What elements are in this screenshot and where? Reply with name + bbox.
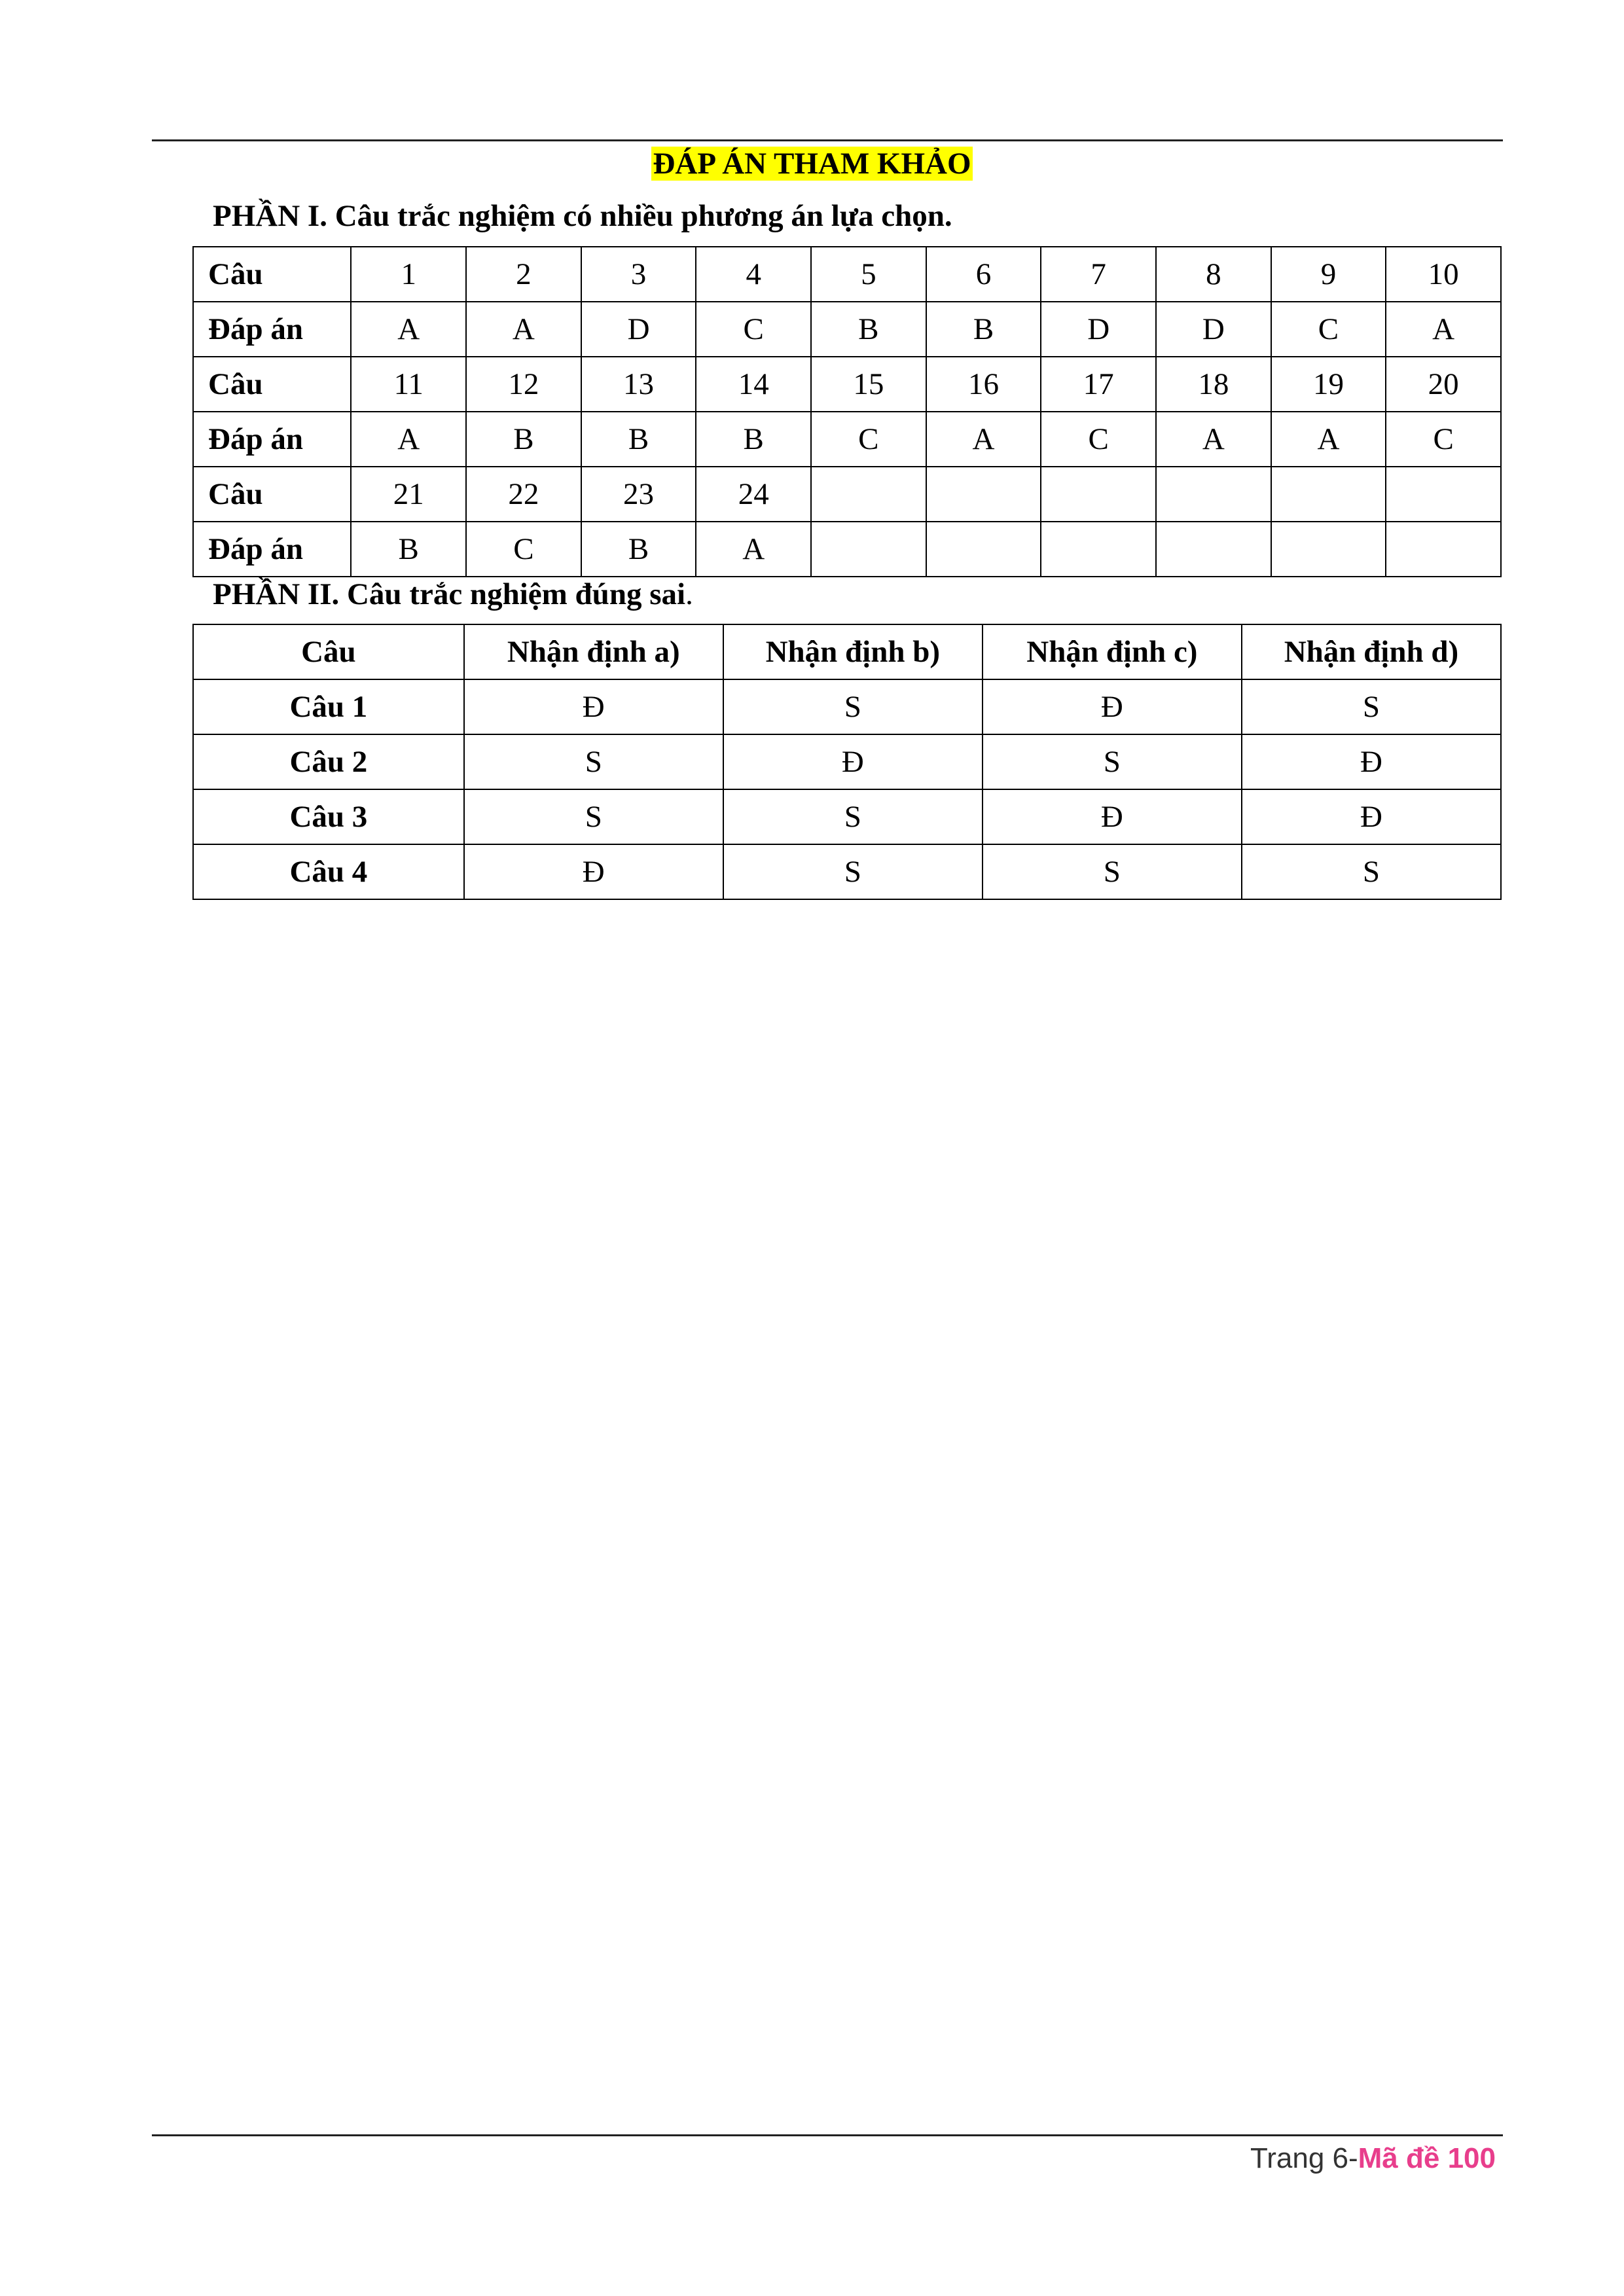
answer-cell: B — [811, 302, 926, 357]
true-false-cell: S — [983, 844, 1242, 899]
row-label-answer: Đáp án — [193, 412, 351, 467]
page-title — [0, 144, 1624, 183]
true-false-answer-table — [192, 624, 1502, 900]
table-row — [193, 734, 1501, 789]
column-header: Nhận định d) — [1242, 624, 1501, 679]
question-number-cell: 14 — [696, 357, 811, 412]
answer-cell: A — [926, 412, 1041, 467]
answer-cell: A — [351, 302, 466, 357]
column-header: Nhận định b) — [723, 624, 983, 679]
answer-row — [193, 302, 1501, 357]
answer-cell: C — [1386, 412, 1501, 467]
true-false-cell: Đ — [1242, 734, 1501, 789]
question-number-cell: 23 — [581, 467, 696, 522]
question-number-cell: 9 — [1271, 247, 1386, 302]
answer-cell: B — [696, 412, 811, 467]
answer-cell: B — [466, 412, 581, 467]
question-number-cell — [1386, 467, 1501, 522]
part2-heading-period: . — [685, 577, 693, 611]
question-number-cell: 8 — [1156, 247, 1271, 302]
question-number-cell: 3 — [581, 247, 696, 302]
true-false-cell: S — [1242, 844, 1501, 899]
row-label-question: Câu — [193, 467, 351, 522]
page-footer — [1250, 2139, 1496, 2178]
answer-cell: C — [811, 412, 926, 467]
true-false-cell: Đ — [464, 679, 723, 734]
true-false-cell: S — [723, 679, 983, 734]
question-number-row — [193, 357, 1501, 412]
answer-cell: C — [1041, 412, 1156, 467]
table-header-row — [193, 624, 1501, 679]
page-title-text: ĐÁP ÁN THAM KHẢO — [653, 147, 971, 181]
question-number-cell: 17 — [1041, 357, 1156, 412]
true-false-cell: S — [723, 789, 983, 844]
answer-cell: B — [926, 302, 1041, 357]
question-number-cell — [1041, 467, 1156, 522]
question-number-row — [193, 247, 1501, 302]
question-number-cell: 22 — [466, 467, 581, 522]
question-number-cell: 1 — [351, 247, 466, 302]
question-number-cell: 4 — [696, 247, 811, 302]
question-label-cell: Câu 4 — [193, 844, 464, 899]
answer-cell: A — [466, 302, 581, 357]
true-false-cell: S — [464, 734, 723, 789]
question-number-cell: 15 — [811, 357, 926, 412]
table-row — [193, 679, 1501, 734]
answer-cell: D — [581, 302, 696, 357]
question-label-cell: Câu 3 — [193, 789, 464, 844]
answer-row — [193, 522, 1501, 577]
multiple-choice-answer-table — [192, 246, 1502, 577]
answer-cell: D — [1156, 302, 1271, 357]
question-number-cell: 12 — [466, 357, 581, 412]
answer-cell: A — [351, 412, 466, 467]
question-label-cell: Câu 2 — [193, 734, 464, 789]
question-label-cell: Câu 1 — [193, 679, 464, 734]
question-number-cell — [1271, 467, 1386, 522]
question-number-cell: 10 — [1386, 247, 1501, 302]
answer-cell — [1271, 522, 1386, 577]
question-number-cell — [811, 467, 926, 522]
row-label-question: Câu — [193, 357, 351, 412]
question-number-cell — [926, 467, 1041, 522]
question-number-cell: 18 — [1156, 357, 1271, 412]
true-false-cell: S — [464, 789, 723, 844]
answer-cell: A — [1156, 412, 1271, 467]
question-number-cell: 13 — [581, 357, 696, 412]
table-row — [193, 844, 1501, 899]
true-false-cell: Đ — [983, 789, 1242, 844]
question-number-cell: 11 — [351, 357, 466, 412]
question-number-cell: 21 — [351, 467, 466, 522]
part1-heading: PHẦN I. Câu trắc nghiệm có nhiều phương án lựa chọn. — [213, 199, 952, 233]
answer-cell — [811, 522, 926, 577]
question-number-cell: 16 — [926, 357, 1041, 412]
true-false-cell: Đ — [723, 734, 983, 789]
footer-exam-code: Mã đề 100 — [1358, 2142, 1496, 2174]
question-number-row — [193, 467, 1501, 522]
table-row — [193, 789, 1501, 844]
column-header: Nhận định a) — [464, 624, 723, 679]
question-number-cell: 19 — [1271, 357, 1386, 412]
answer-cell: D — [1041, 302, 1156, 357]
row-label-answer: Đáp án — [193, 302, 351, 357]
question-number-cell: 20 — [1386, 357, 1501, 412]
answer-cell: A — [696, 522, 811, 577]
true-false-cell: Đ — [983, 679, 1242, 734]
answer-cell — [926, 522, 1041, 577]
question-number-cell: 2 — [466, 247, 581, 302]
answer-cell: A — [1271, 412, 1386, 467]
true-false-cell: S — [723, 844, 983, 899]
answer-cell — [1156, 522, 1271, 577]
part2-heading-text: PHẦN II. Câu trắc nghiệm đúng sai — [213, 577, 686, 611]
footer-rule — [152, 2134, 1503, 2136]
row-label-answer: Đáp án — [193, 522, 351, 577]
column-header: Nhận định c) — [983, 624, 1242, 679]
answer-cell: B — [581, 522, 696, 577]
answer-cell: B — [351, 522, 466, 577]
column-header: Câu — [193, 624, 464, 679]
question-number-cell: 6 — [926, 247, 1041, 302]
answer-row — [193, 412, 1501, 467]
part2-heading — [213, 576, 693, 613]
answer-cell — [1041, 522, 1156, 577]
question-number-cell: 7 — [1041, 247, 1156, 302]
footer-page-number: Trang 6- — [1250, 2142, 1358, 2174]
true-false-cell: Đ — [464, 844, 723, 899]
row-label-question: Câu — [193, 247, 351, 302]
answer-cell — [1386, 522, 1501, 577]
true-false-cell: Đ — [1242, 789, 1501, 844]
answer-cell: B — [581, 412, 696, 467]
answer-cell: C — [466, 522, 581, 577]
answer-cell: C — [1271, 302, 1386, 357]
header-rule — [152, 139, 1503, 141]
answer-cell: C — [696, 302, 811, 357]
true-false-cell: S — [1242, 679, 1501, 734]
true-false-cell: S — [983, 734, 1242, 789]
question-number-cell — [1156, 467, 1271, 522]
question-number-cell: 24 — [696, 467, 811, 522]
question-number-cell: 5 — [811, 247, 926, 302]
answer-cell: A — [1386, 302, 1501, 357]
